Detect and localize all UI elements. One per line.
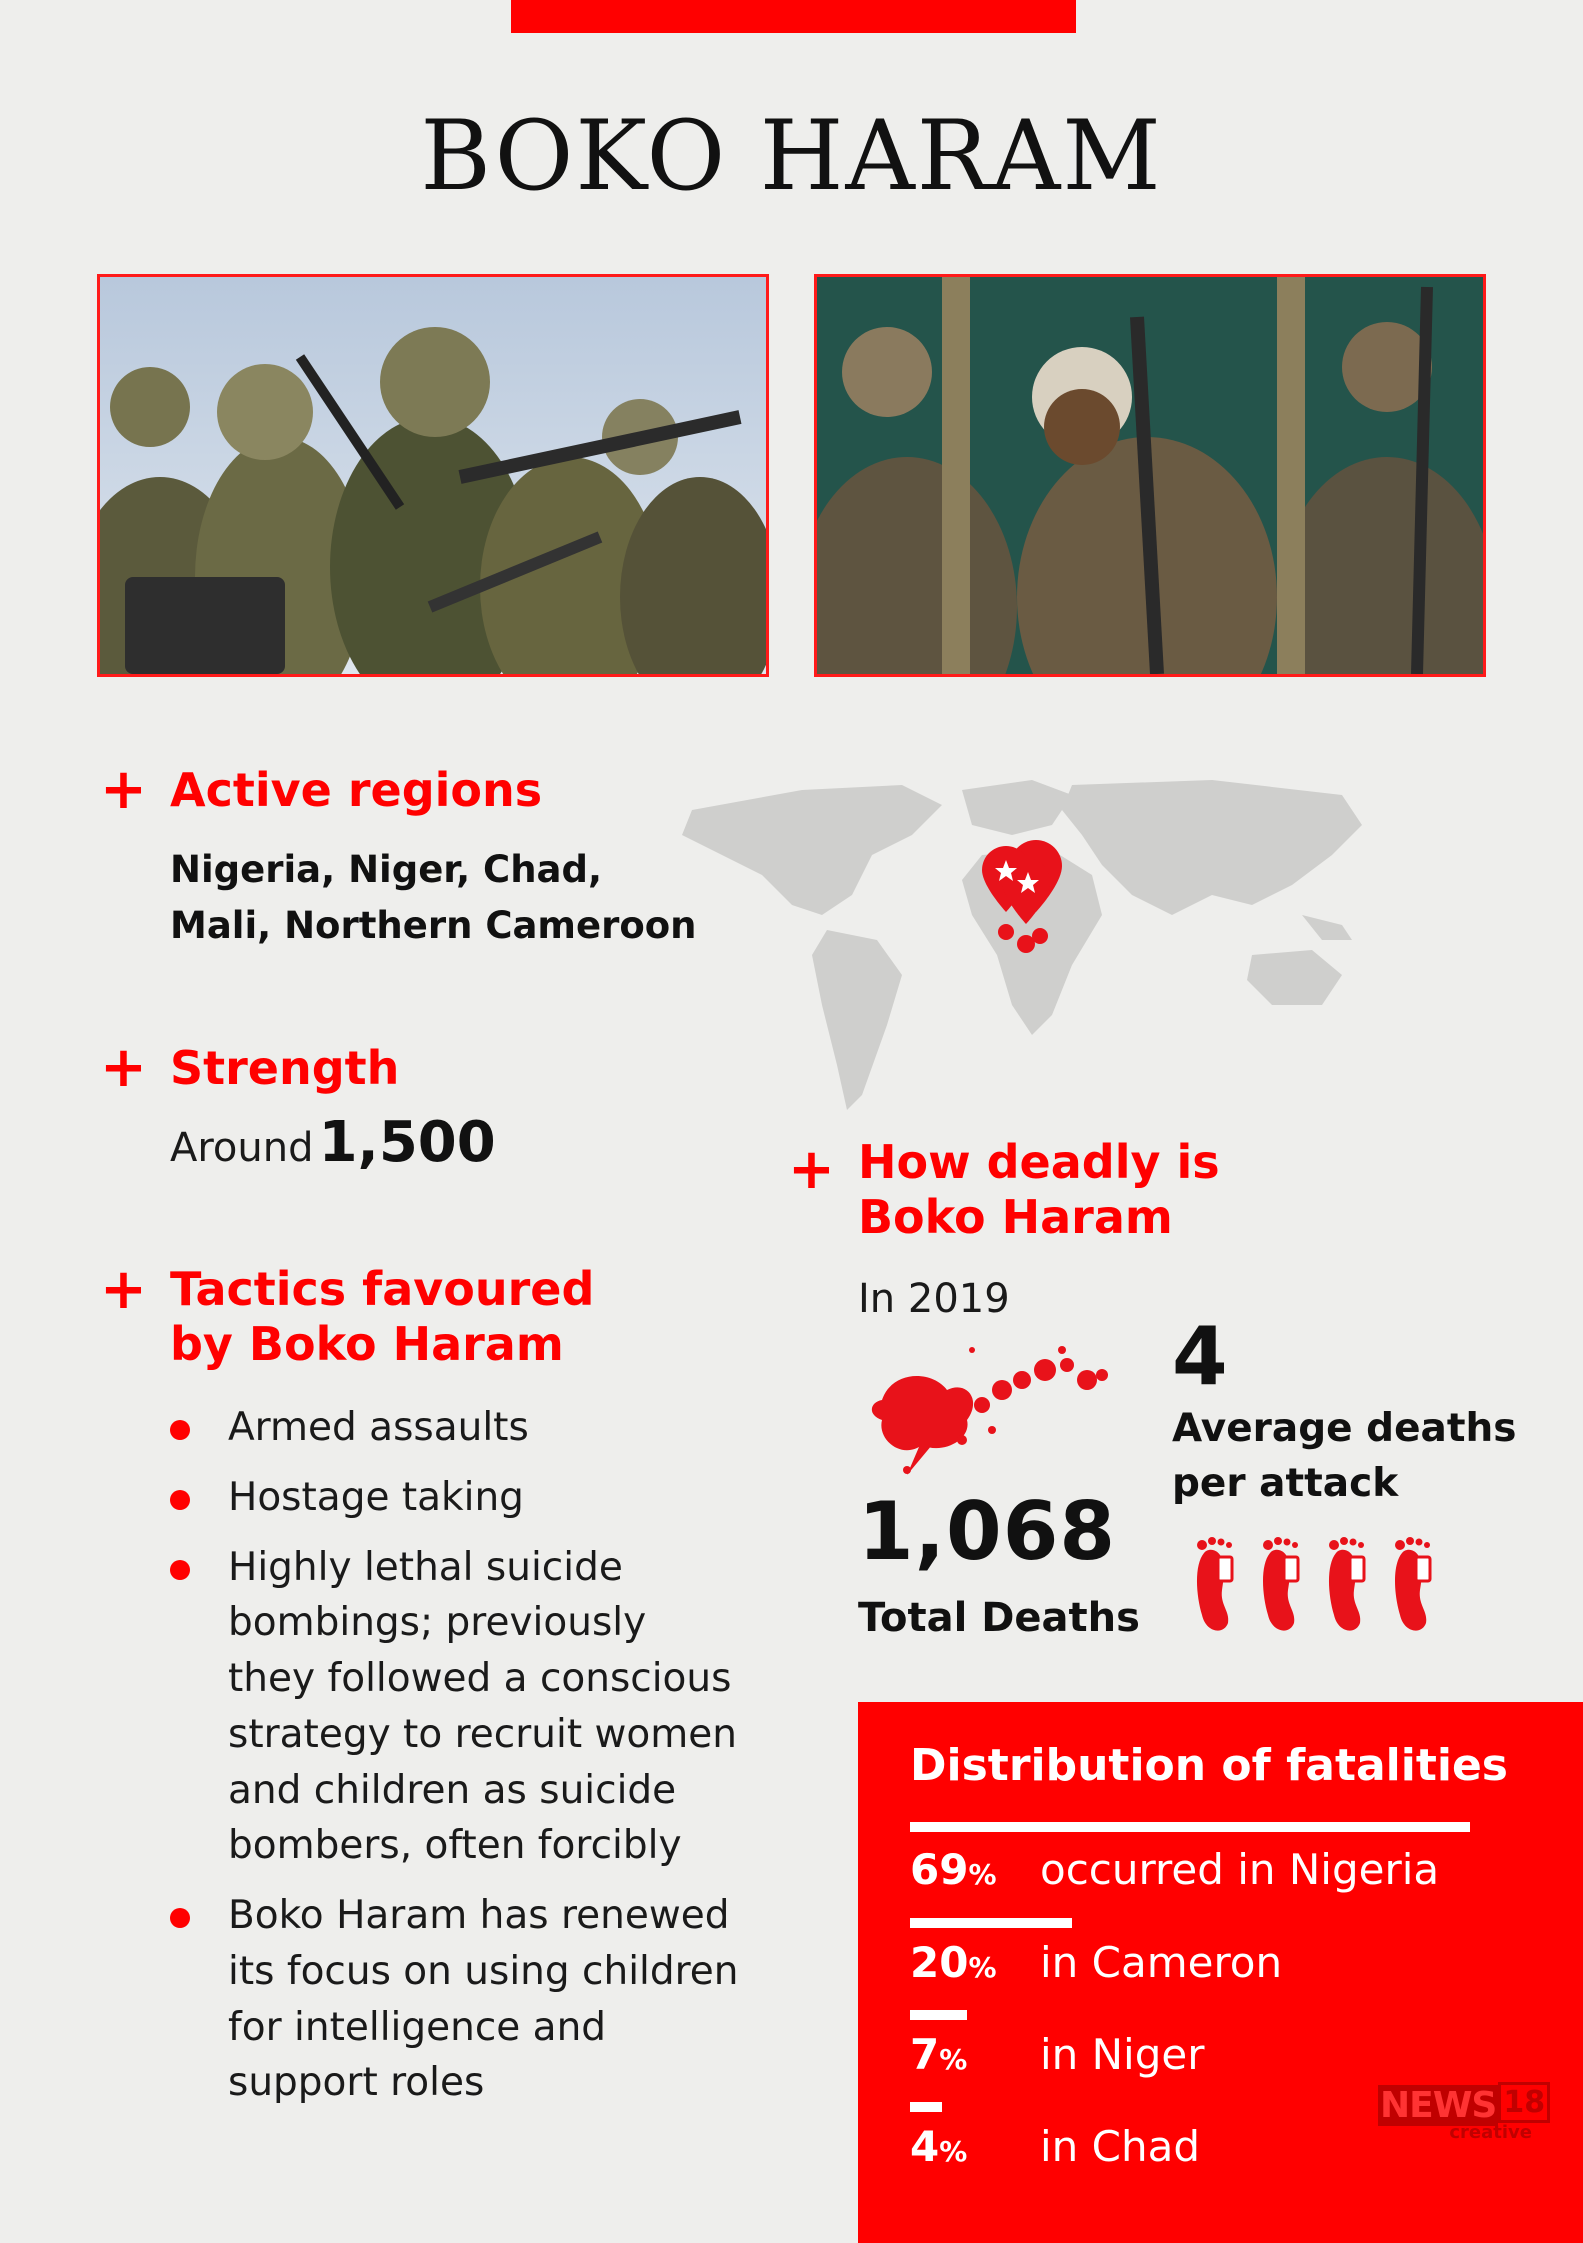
tactics-heading-line2: by Boko Haram	[170, 1317, 564, 1372]
tactics-heading-line1: Tactics favoured	[170, 1262, 595, 1316]
distribution-percent: 20%	[910, 1938, 997, 1987]
list-item: Boko Haram has renewed its focus on using children for intelligence and support roles	[170, 1888, 770, 2111]
avg-deaths-value: 4	[1172, 1310, 1228, 1403]
distribution-percent: 69%	[910, 1845, 997, 1894]
distribution-bar	[910, 1918, 1072, 1928]
distribution-label: in Chad	[1040, 2122, 1200, 2171]
news18-logo	[1378, 2085, 1546, 2155]
list-item: Highly lethal suicide bombings; previously they followed a conscious strategy to recruit women and children as suicide bombers, often forcibly	[170, 1540, 770, 1875]
plus-icon: +	[100, 1257, 147, 1322]
map-pins-icon	[976, 838, 1096, 958]
active-regions-line2: Mali, Northern Cameroon	[170, 904, 697, 947]
plus-icon: +	[100, 757, 147, 822]
distribution-label: occurred in Nigeria	[1040, 1845, 1440, 1894]
strength-value-row	[170, 1110, 496, 1177]
tactics-list	[170, 1400, 770, 2125]
deadly-heading	[858, 1135, 1220, 1245]
distribution-title: Distribution of fatalities	[910, 1740, 1508, 1791]
active-regions-heading: Active regions	[170, 763, 543, 817]
distribution-percent: 4%	[910, 2122, 968, 2171]
strength-prefix: Around	[170, 1125, 314, 1171]
distribution-bar	[910, 2010, 967, 2020]
avg-deaths-label-line2: per attack	[1172, 1460, 1399, 1506]
logo-main: NEWS	[1380, 2085, 1497, 2126]
strength-value: 1,500	[318, 1110, 496, 1175]
distribution-label: in Cameron	[1040, 1938, 1283, 1987]
total-deaths-value: 1,068	[858, 1485, 1117, 1578]
plus-icon: +	[788, 1137, 835, 1202]
top-accent-bar	[511, 0, 1076, 33]
toe-tag-icons	[1190, 1535, 1450, 1640]
militants-photo-right	[814, 274, 1486, 677]
list-item: Armed assaults	[170, 1400, 770, 1456]
blood-splatter-icon	[862, 1330, 1112, 1480]
page-title: BOKO HARAM	[420, 100, 1163, 212]
distribution-label: in Niger	[1040, 2030, 1205, 2079]
tactics-heading	[170, 1262, 594, 1372]
avg-deaths-label-line1: Average deaths	[1172, 1406, 1517, 1451]
strength-heading: Strength	[170, 1041, 400, 1095]
avg-deaths-label	[1172, 1402, 1516, 1511]
deadly-heading-line1: How deadly is	[858, 1135, 1220, 1189]
logo-sub: creative	[1449, 2122, 1532, 2143]
logo-number: 18	[1498, 2082, 1550, 2123]
distribution-bar	[910, 1822, 1470, 1832]
militants-photo-left	[97, 274, 769, 677]
deadly-heading-line2: Boko Haram	[858, 1190, 1173, 1245]
active-regions-line1: Nigeria, Niger, Chad,	[170, 848, 603, 891]
plus-icon: +	[100, 1035, 147, 1100]
distribution-bar	[910, 2102, 942, 2112]
total-deaths-label: Total Deaths	[858, 1595, 1140, 1641]
distribution-percent: 7%	[910, 2030, 968, 2079]
deadly-year: In 2019	[858, 1276, 1010, 1322]
list-item: Hostage taking	[170, 1470, 770, 1526]
